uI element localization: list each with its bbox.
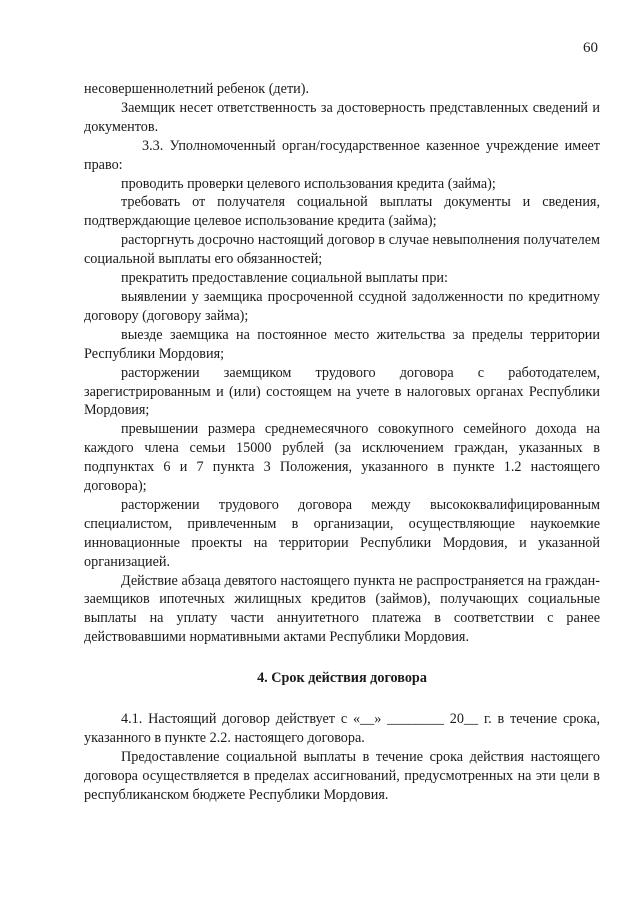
clause-4-1: 4.1. Настоящий договор действует с «__» ________ 20__ г. в течение срока, указанного в пункте 2.2. настоящего договора. [84,711,600,746]
list-item: превышении размера среднемесячного совокупного семейного дохода на каждого члена семьи 15000 рублей (за исключением граждан, указанных в подпунктах 6 и 7 пункта 3 Положения, указанного в пункте 1.2 настоящего договора); [84,421,600,495]
list-item: проводить проверки целевого использования кредита (займа); [121,175,496,192]
list-item: выезде заемщика на постоянное место жительства за пределы территории Республики Мордовия; [84,326,600,362]
list-item: расторжении трудового договора между высококвалифицированным специалистом, привлеченным в организации, осуществляющие наукоемкие инновационные проекты на территории Республики Мордовия, и указанной организацией. [84,496,600,570]
page-number: 60 [583,40,598,56]
section-heading: 4. Срок действия договора [257,670,427,687]
paragraph: Предоставление социальной выплаты в течение срока действия настоящего договора осуществляется в пределах ассигнований, предусмотренных на эти цели в республиканском бюджете Республики Мордовия. [84,748,600,803]
clause-3-3: 3.3. Уполномоченный орган/государственное казенное учреждение имеет право: [84,137,600,173]
document-body [84,80,600,805]
list-item: выявлении у заемщика просроченной ссудной задолженности по кредитному договору (договору займа); [84,288,600,324]
list-item: прекратить предоставление социальной выплаты при: [121,270,448,287]
list-item: требовать от получателя социальной выплаты документы и сведения, подтверждающие целевое использование кредита (займа); [84,194,600,230]
list-item: расторжении заемщиком трудового договора с работодателем, зарегистрированным и (или) состоящем на учете в налоговых органах Республики Мордовия; [84,364,600,419]
paragraph: несовершеннолетний ребенок (дети). [84,81,310,97]
list-item: расторгнуть досрочно настоящий договор в случае невыполнения получателем социальной выплаты его обязанностей; [84,232,600,268]
paragraph: Заемщик несет ответственность за достоверность представленных сведений и документов. [84,99,600,135]
paragraph: Действие абзаца девятого настоящего пункта не распространяется на граждан-заемщиков ипотечных жилищных кредитов (займов), получающих социальные выплаты на уплату части аннуитетного платежа в соответствии с ранее действовавшими нормативными актами Республики Мордовия. [84,572,600,646]
